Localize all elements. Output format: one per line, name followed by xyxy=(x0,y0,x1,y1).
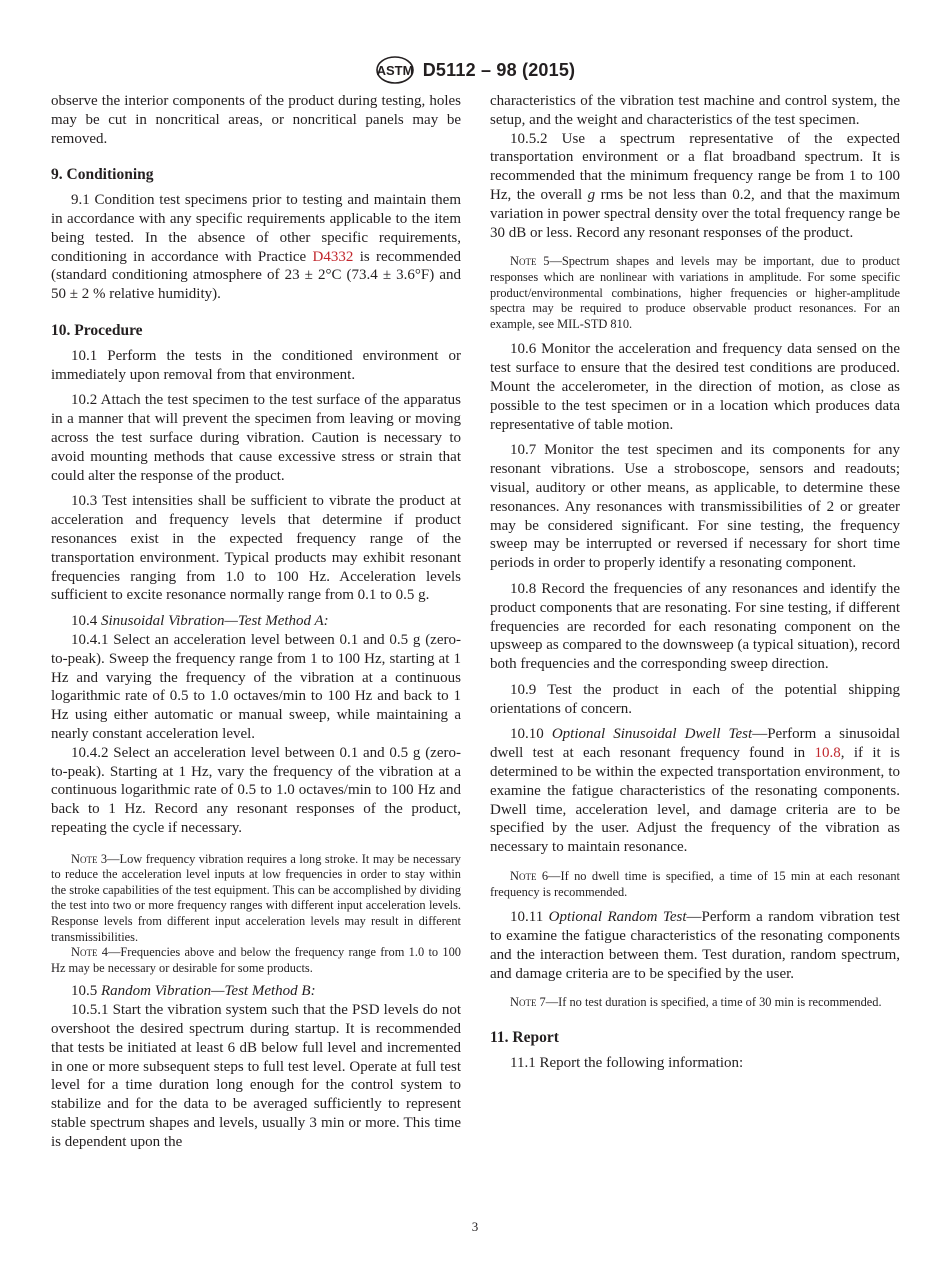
paragraph-10-9: 10.9 Test the product in each of the potential shipping orientations of concern. xyxy=(490,681,900,717)
section-heading-report: 11. Report xyxy=(490,1029,559,1047)
note-5: Note 5—Spectrum shapes and levels may be important, due to product responses which are nonlinear with variations in amplitude. For some specific product/environmental combinations, higher frequencies or higher-amplitude spectra may be required to produce observable product resonances. For an example, see MIL-STD 810. xyxy=(490,254,900,331)
paragraph-9-1: 9.1 Condition test specimens prior to testing and maintain them in accordance with any specific requirements applicable to the item being tested. In the absence of other specific requirements, conditioning in accordance with Practice D4332 is recommended (standard conditioning atmosphere of 23 ± 2°C (73.4 ± 3.6°F) and 50 ± 2 % relative humidity). xyxy=(51,192,461,303)
note-7: Note 7—If no test duration is specified, a time of 30 min is recommended. xyxy=(510,995,882,1010)
astm-logo-icon xyxy=(375,55,415,85)
paragraph-10-5: 10.5 Random Vibration—Test Method B: xyxy=(71,983,316,1000)
page-number: 3 xyxy=(471,1219,479,1234)
document-id: D5112 – 98 (2015) xyxy=(422,59,576,80)
note-4: Note 4—Frequencies above and below the frequency range from 1.0 to 100 Hz may be necessary or desirable for some products. xyxy=(51,945,461,975)
paragraph-continuation: observe the interior components of the product during testing, holes may be cut in noncritical areas, or noncritical panels may be removed. xyxy=(51,93,461,147)
paragraph-10-6: 10.6 Monitor the acceleration and frequency data sensed on the test surface to ensure that the desired test conditions are produced. Mount the accelerometer, in the direction of motion, as close as possible to the test specimen or in a location which produces data representative of table motion. xyxy=(490,341,900,433)
paragraph-10-11: 10.11 Optional Random Test—Perform a random vibration test to examine the fatigue characteristics of the resonating components and the interaction between them. Test duration, random spectrum, and damage criteria are to be specified by the user. xyxy=(490,909,900,982)
paragraph-10-4-2: 10.4.2 Select an acceleration level between 0.1 and 0.5 g (zero-to-peak). Starting at 1 Hz, vary the frequency of the vibration at a continuous logarithmic rate of 0.5 to 1.0 octaves/min to 100 Hz and back to 1 Hz. Record any resonant responses of the product, repeating the cycle if necessary. xyxy=(51,744,461,836)
section-heading-procedure: 10. Procedure xyxy=(51,321,143,339)
left-column xyxy=(51,92,461,1152)
paragraph-10-10: 10.10 Optional Sinusoidal Dwell Test—Perform a sinusoidal dwell test at each resonant frequency found in 10.8, if it is determined to be within the expected transportation environment, to examine the fatigue characteristics of the resonating components. Dwell time, acceleration level, and damage criteria are to be specified by the user. Adjust the frequency of the vibration as necessary to maintain resonance. xyxy=(490,726,900,856)
paragraph-10-4-1: 10.4.1 Select an acceleration level between 0.1 and 0.5 g (zero-to-peak). Sweep the frequency range from 1 to 100 Hz, starting at 1 Hz and varying the frequency of the vibration at a continuous logarithmic rate of 0.5 to 1.0 octaves/min to 100 Hz and back to 1 Hz using either automatic or manual sweep, while maintaining a nearly constant acceleration level. xyxy=(51,631,461,742)
note-6: Note 6—If no dwell time is specified, a time of 15 min at each resonant frequency is recommended. xyxy=(490,869,900,899)
section-heading-conditioning: 9. Conditioning xyxy=(51,166,154,184)
link-10-8[interactable]: 10.8 xyxy=(814,745,841,762)
link-d4332[interactable]: D4332 xyxy=(312,248,354,265)
page-header xyxy=(0,55,950,85)
paragraph-10-3: 10.3 Test intensities shall be sufficient to vibrate the product at acceleration and frequency levels that determine if product resonances exist in the expected frequency range of the transportation environment. Typical products may exhibit resonant frequencies ranging from 1.0 to 100 Hz. Acceleration levels sufficient to excite resonance normally range from 0.1 to 0.5 g. xyxy=(51,493,461,604)
paragraph-10-5-1: 10.5.1 Start the vibration system such that the PSD levels do not overshoot the desired spectrum during startup. It is recommended that tests be initiated at least 6 dB below full level and incremented in one or more subsequent steps to full test level. Operate at full test level for a time duration long enough for the control system to stabilize and for the data to be averaged sufficiently to represent stable spectrum shapes and levels, usually 3 min or more. This time is dependent upon the xyxy=(51,1002,461,1150)
note-3: Note 3—Low frequency vibration requires a long stroke. It may be necessary to reduce the acceleration level inputs at low frequencies in order to stay within the stroke capabilities of the test equipment. This can be accomplished by dividing the test into two or more frequency ranges with different input acceleration levels. Response levels from different input acceleration levels may result in different transmissibilities. xyxy=(51,851,461,944)
paragraph-10-5-2: 10.5.2 Use a spectrum representative of the expected transportation environment or a flat broadband spectrum. It is recommended that the minimum frequency range be from 1 to 100 Hz, the overall g rms be not less than 0.2, and that the maximum variation in power spectral density over the total frequency range be 30 dB or less. Record any resonant responses of the product. xyxy=(490,130,900,241)
paragraph-10-4: 10.4 Sinusoidal Vibration—Test Method A: xyxy=(71,613,329,630)
svg-text:ASTM: ASTM xyxy=(376,63,414,78)
paragraph-10-7: 10.7 Monitor the test specimen and its components for any resonant vibrations. Use a stroboscope, sensors and readouts; visual, auditory or other means, as applicable, to determine these resonances. Any resonances with transmissibilities of 2 or greater may be considered significant. For sine testing, the frequency sweep may be interrupted or reversed if necessary for short time periods in order to properly identify a resonating component. xyxy=(490,442,900,572)
paragraph-10-8: 10.8 Record the frequencies of any resonances and identify the product components that are resonating. For sine testing, if different frequencies are recorded for each resonating component on the upsweep as compared to the downsweep (a typical situation), record both frequencies and the corresponding sweep direction. xyxy=(490,580,900,673)
paragraph-continuation: characteristics of the vibration test machine and control system, the setup, and the weight and characteristics of the test specimen. xyxy=(490,93,900,128)
paragraph-10-2: 10.2 Attach the test specimen to the test surface of the apparatus in a manner that will prevent the specimen from leaving or moving across the test surface during vibration. Caution is necessary to avoid mounting methods that cause excessive stress or strain that could alter the response of the product. xyxy=(51,392,461,484)
paragraph-11-1: 11.1 Report the following information: xyxy=(510,1054,744,1071)
paragraph-10-1: 10.1 Perform the tests in the conditioned environment or immediately upon removal from that environment. xyxy=(51,347,461,383)
right-column xyxy=(490,92,900,1073)
